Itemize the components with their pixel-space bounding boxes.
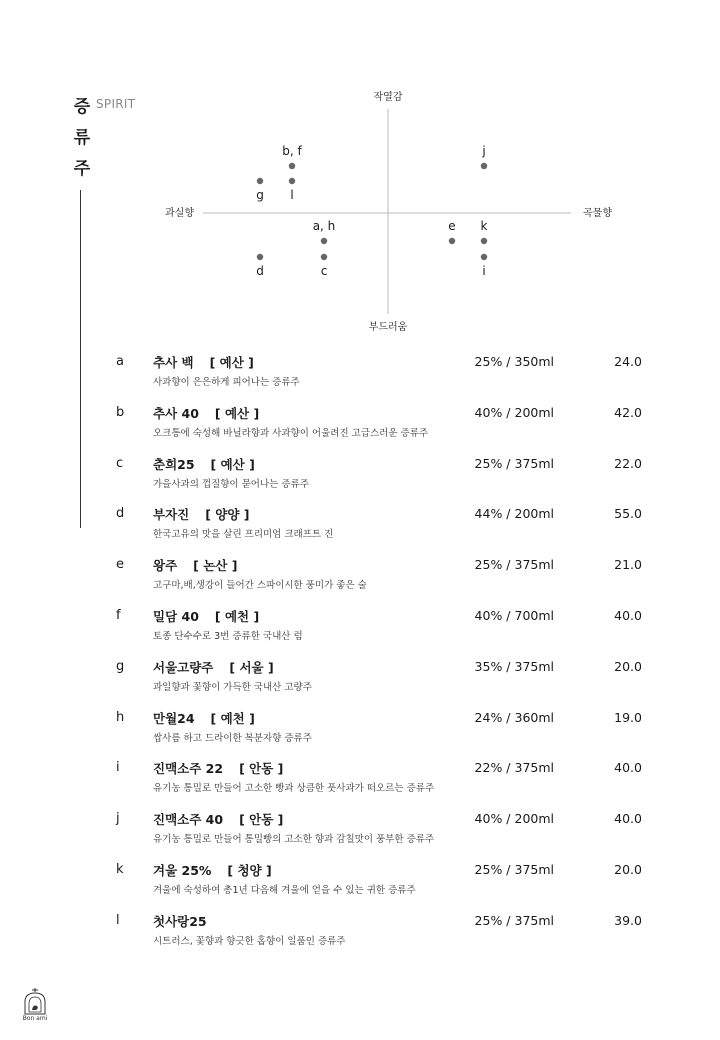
page-subtitle: SPIRIT xyxy=(96,97,136,111)
chart-point-label: j xyxy=(482,144,486,158)
chart-point xyxy=(289,178,295,184)
item-price: 40.0 xyxy=(614,811,642,827)
item-price: 19.0 xyxy=(614,709,642,725)
axis-label-left: 과실향 xyxy=(165,208,194,219)
menu-item xyxy=(0,607,720,647)
item-description: 한국고유의 맛을 살린 프리미엄 크래프트 진 xyxy=(153,529,334,541)
item-description: 가을사과의 껍질향이 묻어나는 증류주 xyxy=(153,478,309,490)
item-price: 39.0 xyxy=(614,912,642,928)
item-description: 토종 단수수로 3번 증류한 국내산 럼 xyxy=(153,631,303,642)
chart-point-label: g xyxy=(256,188,264,202)
axis-label-right: 곡물향 xyxy=(583,208,612,219)
brand-logo-text: Bon ami xyxy=(22,1015,48,1022)
item-description: 오크통에 숙성해 바닐라향과 사과향이 어울려진 고급스러운 증류주 xyxy=(153,427,429,439)
item-abv-volume: 44% / 200ml xyxy=(474,506,554,522)
menu-item xyxy=(0,759,720,799)
item-region: [ 예산 ] xyxy=(209,355,254,370)
menu-item xyxy=(0,556,720,596)
item-abv-volume: 25% / 375ml xyxy=(474,557,554,573)
item-name: 겨울 25% xyxy=(153,863,212,878)
menu-item xyxy=(0,912,720,952)
item-name-line xyxy=(153,404,259,422)
item-region: [ 논산 ] xyxy=(193,558,238,574)
item-description: 유기농 통밀로 만들어 통밀빵의 고소한 향과 감칠맛이 풍부한 증류주 xyxy=(153,834,435,846)
title-char: 증 xyxy=(73,97,91,117)
menu-item xyxy=(0,404,720,444)
item-name-line xyxy=(153,759,283,777)
item-name: 서울고량주 xyxy=(153,659,214,675)
item-name-line xyxy=(153,607,259,625)
item-abv-volume: 25% / 350ml xyxy=(474,354,554,369)
menu-item xyxy=(0,709,720,749)
item-letter: a xyxy=(116,354,124,369)
item-letter: b xyxy=(116,404,125,420)
item-name-line xyxy=(153,556,237,574)
item-price: 21.0 xyxy=(614,557,642,573)
item-name: 진맥소주 40 xyxy=(153,812,224,828)
menu-item xyxy=(0,353,720,393)
chart-point-label: k xyxy=(480,219,488,233)
item-name: 추사 백 xyxy=(153,355,194,370)
item-abv-volume: 40% / 200ml xyxy=(474,811,554,827)
item-letter: f xyxy=(116,608,121,623)
item-region: [ 예천 ] xyxy=(210,710,255,726)
item-region: [ 안동 ] xyxy=(239,812,284,828)
item-letter: g xyxy=(116,658,125,674)
item-letter: i xyxy=(116,760,120,776)
menu-item xyxy=(0,861,720,901)
chart-point-label: e xyxy=(448,219,456,233)
item-region: [ 예산 ] xyxy=(214,405,260,421)
item-name-line xyxy=(153,353,254,371)
item-letter: d xyxy=(116,506,125,522)
title-char: 류 xyxy=(73,128,91,148)
item-region: [ 청양 ] xyxy=(227,863,272,878)
item-region: [ 예천 ] xyxy=(214,609,260,624)
chart-points xyxy=(256,144,487,278)
item-name-line xyxy=(153,861,272,879)
chart-point xyxy=(257,254,263,260)
item-abv-volume: 40% / 200ml xyxy=(474,404,554,420)
chart-point xyxy=(289,163,295,169)
chart-point-label: b, f xyxy=(282,144,302,158)
item-letter: l xyxy=(116,912,120,928)
item-name: 왕주 xyxy=(153,558,178,574)
chart-point-label: c xyxy=(320,264,328,278)
menu-item xyxy=(0,658,720,698)
item-region: [ 안동 ] xyxy=(239,761,284,777)
item-letter: c xyxy=(116,455,124,471)
item-name-line xyxy=(153,505,250,523)
chart-point-label: i xyxy=(482,264,486,278)
flavor-map-chart xyxy=(0,0,720,340)
item-price: 24.0 xyxy=(614,354,642,369)
item-price: 40.0 xyxy=(614,608,642,623)
item-price: 20.0 xyxy=(614,658,642,674)
chart-point xyxy=(481,163,487,169)
item-abv-volume: 40% / 700ml xyxy=(474,608,554,623)
chart-point xyxy=(321,254,327,260)
item-name: 밀담 40 xyxy=(153,609,199,624)
item-price: 40.0 xyxy=(614,760,642,776)
chart-point xyxy=(321,238,327,244)
menu-item xyxy=(0,455,720,495)
item-letter: k xyxy=(116,862,124,877)
item-letter: j xyxy=(116,811,120,827)
chart-point xyxy=(481,238,487,244)
item-description: 유기농 통밀로 만들어 고소한 빵과 상큼한 풋사과가 떠오르는 증류주 xyxy=(153,783,435,795)
item-price: 22.0 xyxy=(614,455,642,471)
item-name: 진맥소주 22 xyxy=(153,761,224,777)
item-name-line xyxy=(153,658,274,676)
title-char: 주 xyxy=(73,159,91,179)
item-price: 42.0 xyxy=(614,404,642,420)
item-region: [ 양양 ] xyxy=(205,507,250,523)
item-abv-volume: 24% / 360ml xyxy=(474,709,554,725)
chart-point-label: l xyxy=(290,188,294,202)
menu-item xyxy=(0,505,720,545)
chart-point xyxy=(257,178,263,184)
chart-point-label: d xyxy=(256,264,264,278)
item-letter: e xyxy=(116,557,124,573)
item-letter: h xyxy=(116,709,125,725)
item-name-line xyxy=(153,912,223,930)
item-price: 55.0 xyxy=(614,506,642,522)
axis-label-bottom: 부드러움 xyxy=(368,322,408,333)
axis-label-top: 작열감 xyxy=(373,92,403,103)
item-price: 20.0 xyxy=(614,862,642,877)
item-region: [ 예산 ] xyxy=(210,456,255,472)
item-abv-volume: 25% / 375ml xyxy=(474,862,554,877)
item-name-line xyxy=(153,810,283,828)
chart-point-label: a, h xyxy=(312,219,336,233)
item-description: 사과향이 은은하게 피어나는 증류주 xyxy=(153,377,300,388)
item-description: 고구마,배,생강이 들어간 스파이시한 풍미가 좋은 술 xyxy=(153,580,367,592)
item-name-line xyxy=(153,455,255,473)
item-name: 첫사랑25 xyxy=(153,913,207,929)
item-name: 부자진 xyxy=(153,507,190,523)
item-description: 겨울에 숙성하여 총1년 다음해 겨울에 얻을 수 있는 귀한 증류주 xyxy=(153,885,416,896)
item-abv-volume: 22% / 375ml xyxy=(474,760,554,776)
item-abv-volume: 25% / 375ml xyxy=(474,912,554,928)
item-description: 쌉사름 하고 드라이한 복분자향 증류주 xyxy=(153,732,312,744)
chart-point xyxy=(481,254,487,260)
chart-point xyxy=(449,238,455,244)
item-name: 만월24 xyxy=(153,710,195,726)
item-name: 추사 40 xyxy=(153,405,199,421)
menu-item xyxy=(0,810,720,850)
item-region: [ 서울 ] xyxy=(229,659,274,675)
item-abv-volume: 25% / 375ml xyxy=(474,455,554,471)
item-name-line xyxy=(153,709,255,727)
item-name: 춘희25 xyxy=(153,456,195,472)
item-description: 시트러스, 꽃향과 향긋한 홉향이 일품인 증류주 xyxy=(153,935,346,947)
item-abv-volume: 35% / 375ml xyxy=(474,658,554,674)
item-description: 과일향과 꽃향이 가득한 국내산 고량주 xyxy=(153,681,312,693)
